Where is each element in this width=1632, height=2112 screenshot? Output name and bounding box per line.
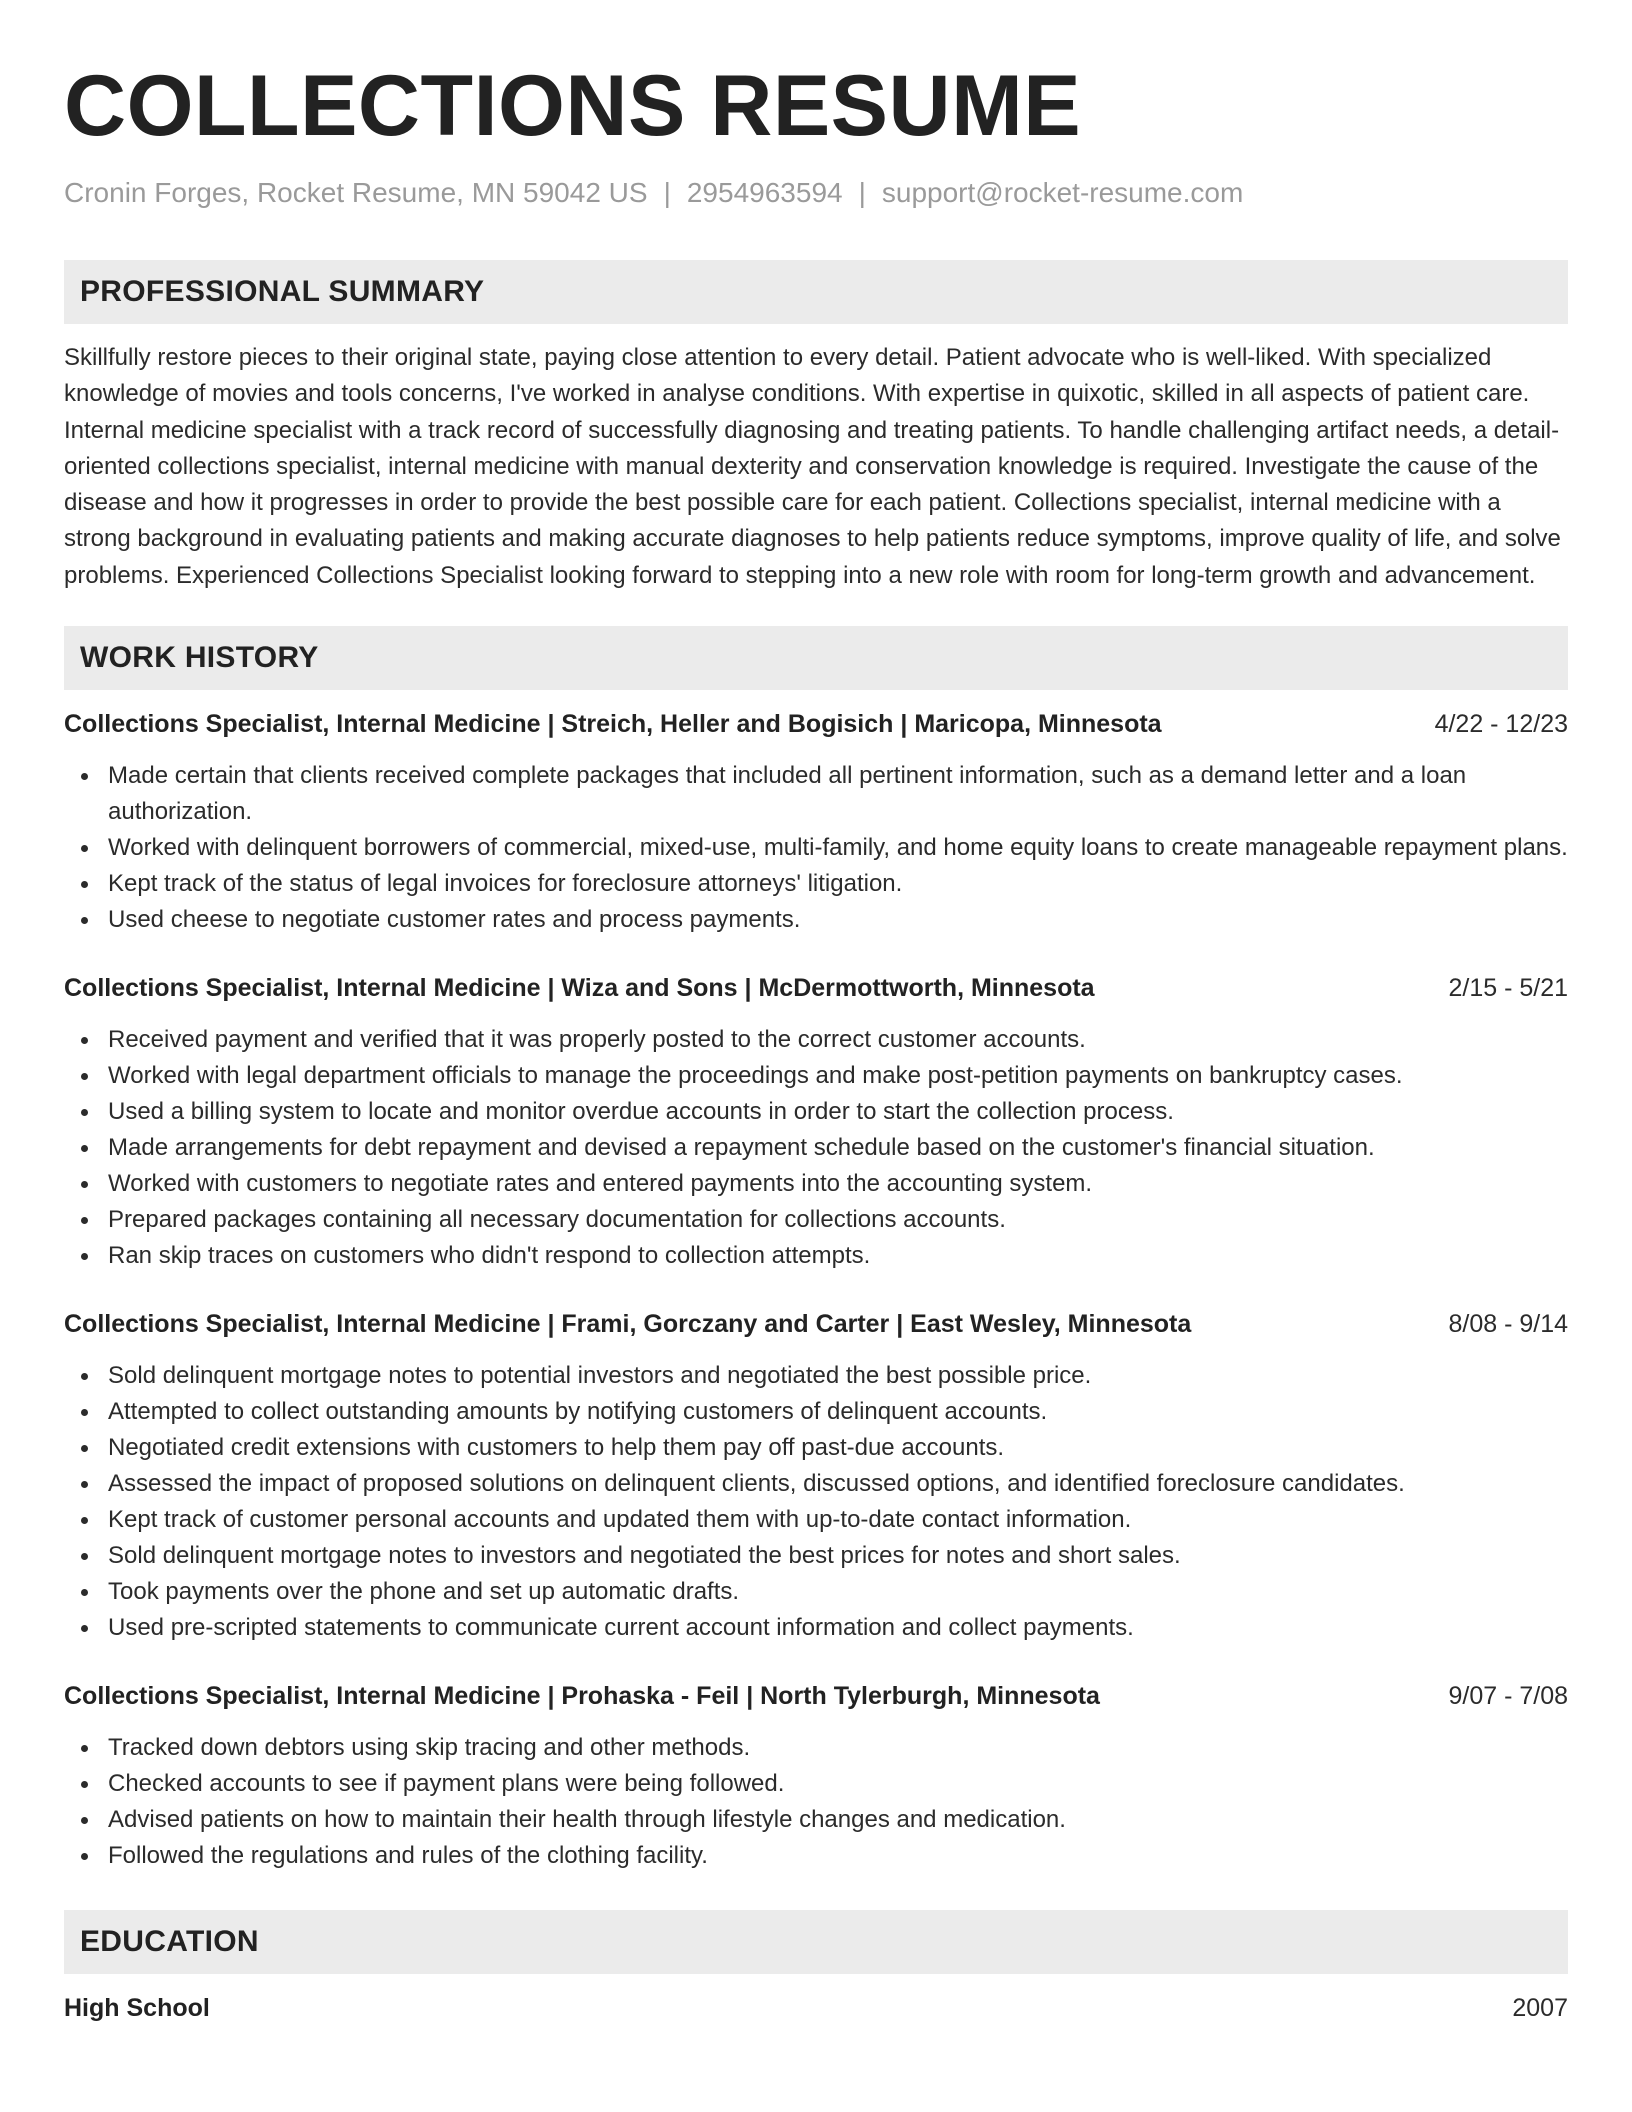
job-entry-4 bbox=[64, 1680, 1568, 1874]
job-bullets bbox=[64, 1358, 1568, 1646]
job-entry-2 bbox=[64, 972, 1568, 1274]
job-bullets bbox=[64, 1022, 1568, 1274]
job-bullets bbox=[64, 1730, 1568, 1874]
education-entry bbox=[64, 1992, 1568, 2024]
contact-phone: 2954963594 bbox=[686, 177, 843, 208]
job-bullets bbox=[64, 758, 1568, 938]
contact-address: Cronin Forges, Rocket Resume, MN 59042 US bbox=[64, 177, 648, 208]
contact-separator: | bbox=[663, 177, 671, 208]
job-bullet: Kept track of customer personal accounts and updated them with up-to-date contact information. bbox=[64, 1502, 1568, 1538]
job-bullet: Checked accounts to see if payment plans were being followed. bbox=[64, 1766, 1568, 1802]
contact-separator: | bbox=[858, 177, 866, 208]
job-header bbox=[64, 708, 1568, 740]
job-title: Collections Specialist, Internal Medicine | Prohaska - Feil | North Tylerburgh, Minnesota bbox=[64, 1682, 1100, 1711]
job-bullet: Tracked down debtors using skip tracing and other methods. bbox=[64, 1730, 1568, 1766]
job-dates: 8/08 - 9/14 bbox=[1448, 1310, 1568, 1339]
job-header bbox=[64, 1308, 1568, 1340]
job-bullet: Worked with customers to negotiate rates and entered payments into the accounting system. bbox=[64, 1166, 1568, 1202]
contact-line bbox=[64, 176, 1568, 210]
job-bullet: Ran skip traces on customers who didn't respond to collection attempts. bbox=[64, 1238, 1568, 1274]
job-title: Collections Specialist, Internal Medicine | Wiza and Sons | McDermottworth, Minnesota bbox=[64, 974, 1095, 1003]
job-dates: 9/07 - 7/08 bbox=[1448, 1682, 1568, 1711]
job-bullet: Used cheese to negotiate customer rates and process payments. bbox=[64, 902, 1568, 938]
job-entry-1 bbox=[64, 708, 1568, 938]
work-history-heading: WORK HISTORY bbox=[64, 626, 1568, 690]
job-bullet: Used pre-scripted statements to communicate current account information and collect payments. bbox=[64, 1610, 1568, 1646]
job-bullet: Sold delinquent mortgage notes to potential investors and negotiated the best possible price. bbox=[64, 1358, 1568, 1394]
job-header bbox=[64, 1680, 1568, 1712]
job-bullet: Negotiated credit extensions with customers to help them pay off past-due accounts. bbox=[64, 1430, 1568, 1466]
job-bullet: Followed the regulations and rules of the clothing facility. bbox=[64, 1838, 1568, 1874]
job-dates: 4/22 - 12/23 bbox=[1434, 710, 1568, 739]
contact-email: support@rocket-resume.com bbox=[881, 177, 1244, 208]
job-bullet: Made arrangements for debt repayment and devised a repayment schedule based on the customer's financial situation. bbox=[64, 1130, 1568, 1166]
job-bullet: Sold delinquent mortgage notes to investors and negotiated the best prices for notes and short sales. bbox=[64, 1538, 1568, 1574]
job-bullet: Used a billing system to locate and monitor overdue accounts in order to start the collection process. bbox=[64, 1094, 1568, 1130]
job-bullet: Took payments over the phone and set up automatic drafts. bbox=[64, 1574, 1568, 1610]
job-bullet: Advised patients on how to maintain their health through lifestyle changes and medication. bbox=[64, 1802, 1568, 1838]
job-header bbox=[64, 972, 1568, 1004]
job-bullet: Received payment and verified that it was properly posted to the correct customer accounts. bbox=[64, 1022, 1568, 1058]
job-entry-3 bbox=[64, 1308, 1568, 1646]
summary-text: Skillfully restore pieces to their original state, paying close attention to every detail. Patient advocate who is well-liked. With specialized knowledge of movies and tools concerns, I've worked in analyse conditions. With expertise in quixotic, skilled in all aspects of patient care. Internal medicine specialist with a track record of successfully diagnosing and treating patients. To handle challenging artifact needs, a detail-oriented collections specialist, internal medicine with manual dexterity and conservation knowledge is required. Investigate the cause of the disease and how it progresses in order to provide the best possible care for each patient. Collections specialist, internal medicine with a strong background in evaluating patients and making accurate diagnoses to help patients reduce symptoms, improve quality of life, and solve problems. Experienced Collections Specialist looking forward to stepping into a new role with room for long-term growth and advancement. bbox=[64, 344, 1561, 589]
job-bullet: Attempted to collect outstanding amounts by notifying customers of delinquent accounts. bbox=[64, 1394, 1568, 1430]
resume-title: COLLECTIONS RESUME bbox=[64, 58, 1082, 154]
job-title: Collections Specialist, Internal Medicine | Streich, Heller and Bogisich | Maricopa, Minnesota bbox=[64, 710, 1162, 739]
job-bullet: Made certain that clients received complete packages that included all pertinent information, such as a demand letter and a loan authorization. bbox=[64, 758, 1568, 830]
job-dates: 2/15 - 5/21 bbox=[1448, 974, 1568, 1003]
summary-heading: PROFESSIONAL SUMMARY bbox=[64, 260, 1568, 324]
job-bullet: Assessed the impact of proposed solutions on delinquent clients, discussed options, and identified foreclosure candidates. bbox=[64, 1466, 1568, 1502]
education-heading: EDUCATION bbox=[64, 1910, 1568, 1974]
education-degree: High School bbox=[64, 1994, 210, 2023]
job-bullet: Worked with legal department officials to manage the proceedings and make post-petition payments on bankruptcy cases. bbox=[64, 1058, 1568, 1094]
job-bullet: Kept track of the status of legal invoices for foreclosure attorneys' litigation. bbox=[64, 866, 1568, 902]
job-bullet: Worked with delinquent borrowers of commercial, mixed-use, multi-family, and home equity loans to create manageable repayment plans. bbox=[64, 830, 1568, 866]
job-title: Collections Specialist, Internal Medicine | Frami, Gorczany and Carter | East Wesley, Minnesota bbox=[64, 1310, 1192, 1339]
job-bullet: Prepared packages containing all necessary documentation for collections accounts. bbox=[64, 1202, 1568, 1238]
education-year: 2007 bbox=[1512, 1994, 1568, 2023]
